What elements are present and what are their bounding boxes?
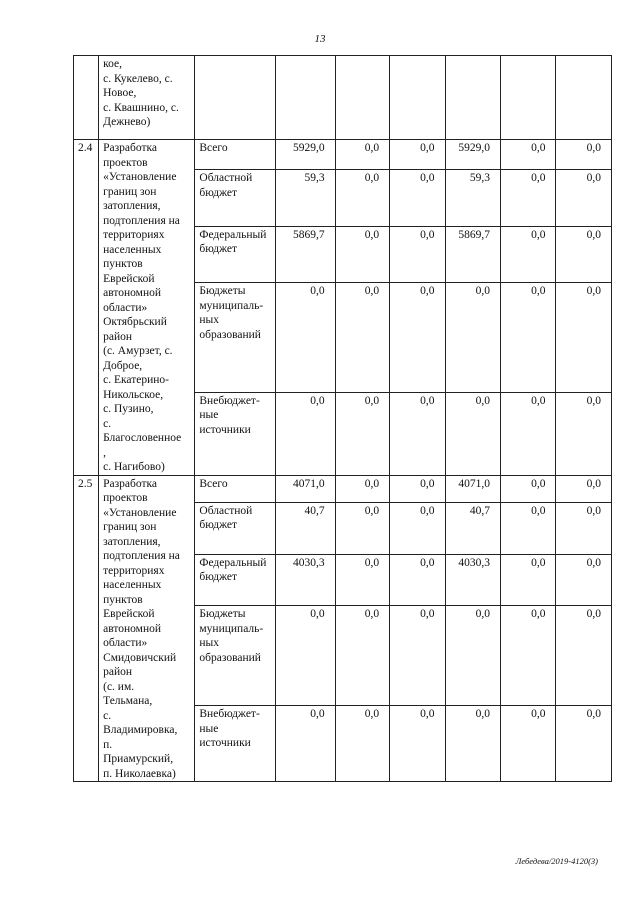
- value-cell: 0,0: [501, 475, 556, 502]
- value-cell: 0,0: [390, 170, 445, 227]
- value-cell: 0,0: [556, 606, 612, 706]
- value-cell: 0,0: [501, 502, 556, 554]
- value-cell: 0,0: [335, 283, 389, 392]
- value-cell: 0,0: [335, 392, 389, 475]
- value-cell: 0,0: [335, 554, 389, 606]
- value-cell: 0,0: [390, 706, 445, 782]
- value-cell: 0,0: [445, 706, 500, 782]
- value-cell: 0,0: [501, 392, 556, 475]
- value-cell: 0,0: [556, 706, 612, 782]
- value-cell: 0,0: [335, 170, 389, 227]
- value-cell: 4071,0: [275, 475, 335, 502]
- value-cell: 0,0: [501, 283, 556, 392]
- table-row: [74, 475, 612, 502]
- value-cell: 0,0: [556, 392, 612, 475]
- value-cell: 0,0: [445, 283, 500, 392]
- value-cell: 59,3: [445, 170, 500, 227]
- page-number: 13: [314, 33, 326, 45]
- value-cell: 40,7: [275, 502, 335, 554]
- row-number-cell: [74, 56, 99, 140]
- value-cell: 4030,3: [445, 554, 500, 606]
- value-cell: 0,0: [501, 170, 556, 227]
- value-cell: 0,0: [335, 226, 389, 283]
- activity-description: Разработка проектов «Установление границ зон затопления, подтопления на территориях населенных пунктов Еврейской автономной области» Октябрьский район (с. Амурзет, с. Доброе, с. Екатерино- Никольское, с. Пузино, с. Благословенное , с. Нагибово): [99, 140, 195, 476]
- value-cell: 5869,7: [445, 226, 500, 283]
- value-cell: [445, 56, 500, 140]
- activity-description: кое, с. Кукелево, с. Новое, с. Квашнино, с. Дежнево): [99, 56, 195, 140]
- value-cell: [501, 56, 556, 140]
- funding-source: Областной бюджет: [195, 502, 276, 554]
- value-cell: 0,0: [501, 554, 556, 606]
- table-row: [74, 56, 612, 140]
- funding-source: Всего: [195, 140, 276, 170]
- value-cell: 0,0: [390, 606, 445, 706]
- value-cell: 0,0: [390, 502, 445, 554]
- value-cell: [335, 56, 389, 140]
- value-cell: 0,0: [556, 283, 612, 392]
- table-row: [74, 140, 612, 170]
- funding-source: Внебюджет- ные источники: [195, 392, 276, 475]
- value-cell: 0,0: [390, 392, 445, 475]
- row-number-cell: 2.5: [74, 475, 99, 782]
- value-cell: 0,0: [335, 475, 389, 502]
- funding-source: Бюджеты муниципаль- ных образований: [195, 283, 276, 392]
- value-cell: 4030,3: [275, 554, 335, 606]
- value-cell: 5929,0: [445, 140, 500, 170]
- value-cell: 0,0: [390, 283, 445, 392]
- value-cell: 0,0: [556, 502, 612, 554]
- value-cell: 0,0: [390, 140, 445, 170]
- document-footer: Лебедева/2019-4120(3): [515, 856, 598, 866]
- value-cell: 0,0: [556, 170, 612, 227]
- budget-table: [73, 55, 612, 782]
- source-cell: [195, 56, 276, 140]
- value-cell: 0,0: [501, 606, 556, 706]
- value-cell: 0,0: [556, 554, 612, 606]
- funding-source: Бюджеты муниципаль- ных образований: [195, 606, 276, 706]
- budget-table-body: [74, 56, 612, 782]
- value-cell: 0,0: [501, 706, 556, 782]
- funding-source: Федеральный бюджет: [195, 554, 276, 606]
- value-cell: 0,0: [501, 226, 556, 283]
- funding-source: Внебюджет- ные источники: [195, 706, 276, 782]
- value-cell: 0,0: [275, 606, 335, 706]
- value-cell: 0,0: [445, 606, 500, 706]
- value-cell: 0,0: [556, 226, 612, 283]
- funding-source: Федеральный бюджет: [195, 226, 276, 283]
- value-cell: 0,0: [335, 502, 389, 554]
- value-cell: 0,0: [275, 283, 335, 392]
- row-number-cell: 2.4: [74, 140, 99, 476]
- value-cell: 0,0: [556, 475, 612, 502]
- value-cell: [556, 56, 612, 140]
- value-cell: 0,0: [556, 140, 612, 170]
- value-cell: 0,0: [335, 706, 389, 782]
- value-cell: 0,0: [275, 392, 335, 475]
- value-cell: 0,0: [335, 606, 389, 706]
- value-cell: [275, 56, 335, 140]
- activity-description: Разработка проектов «Установление границ зон затопления, подтопления на территориях населенных пунктов Еврейской автономной области» Смидовичский район (с. им. Тельмана, с. Владимировка, п. Приамурский, п. Николаевка): [99, 475, 195, 782]
- value-cell: 0,0: [335, 140, 389, 170]
- value-cell: 0,0: [390, 226, 445, 283]
- value-cell: 5869,7: [275, 226, 335, 283]
- funding-source: Всего: [195, 475, 276, 502]
- value-cell: 59,3: [275, 170, 335, 227]
- value-cell: 40,7: [445, 502, 500, 554]
- value-cell: 0,0: [275, 706, 335, 782]
- value-cell: 4071,0: [445, 475, 500, 502]
- value-cell: 0,0: [501, 140, 556, 170]
- value-cell: 0,0: [390, 554, 445, 606]
- value-cell: [390, 56, 445, 140]
- funding-source: Областной бюджет: [195, 170, 276, 227]
- value-cell: 0,0: [390, 475, 445, 502]
- value-cell: 0,0: [445, 392, 500, 475]
- value-cell: 5929,0: [275, 140, 335, 170]
